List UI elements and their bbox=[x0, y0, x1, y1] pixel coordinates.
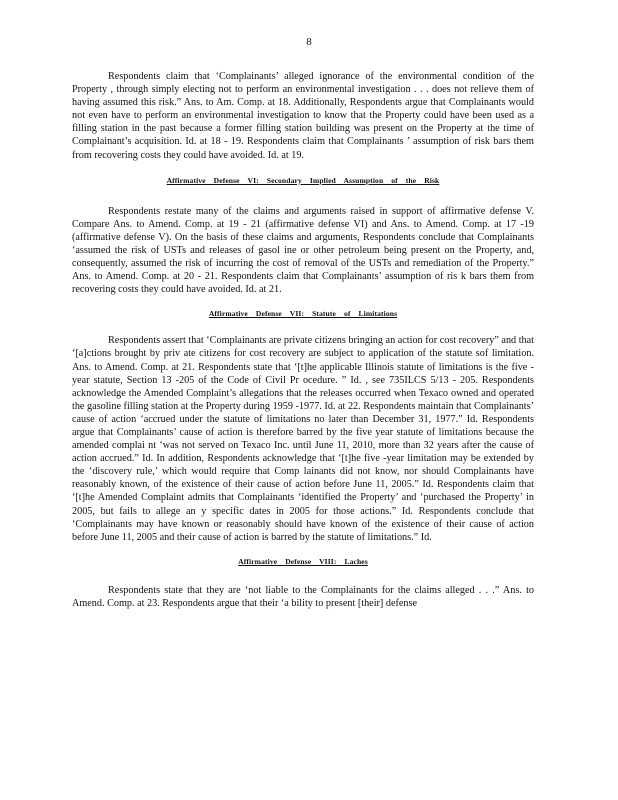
page-number: 8 bbox=[306, 36, 312, 48]
heading-text: Affirmative Defense VI: Secondary Implied Assumption of the Risk bbox=[166, 175, 440, 185]
heading-affirmative-defense-vi bbox=[72, 176, 534, 185]
paragraph-defense-vii: Respondents assert that ‘Complainants are private citizens bringing an action for cost recovery” and that ‘[a]ctions brought by priv ate citizens for cost recovery are subject to application of the statute sof limitation. Ans. to Amend. Comp. at 21. Respondents state that ‘[t]he applicable Illinois statute of limitations is the five -year statute, Section 13 -205 of the Code of Civil Pr ocedure. ” Id. , see 735ILCS 5/13 - 205. Respondents acknowledge the Amended Complaint’s allegations that the releases occurred when Texaco owned and operated the gasoline filling station at the Property during 1959 -1977. Id. at 22. Respondents maintain that Complainants’ cause of action ‘accrued under the statute of limitations no later than December 31, 1977.” Id. Respondents argue that Complainants’ cause of action is therefore barred by the five year statute of limitations because the amended complai nt ‘was not served on Texaco Inc. until June 11, 2010, more than 32 years after the cause of action accrued.” Id. In addition, Respondents acknowledge that ‘[t]he five -year limitation may be extended by the ‘discovery rule,’ which would require that Comp lainants did not know, nor should Complainants have reasonably known, of the existence of their cause of action before June 11, 2005.” Id. Respondents claim that ‘[t]he Amended Complaint admits that Complainants ‘identified the Property’ and ‘purchased the Property’ in 2005, but fails to allege an y specific dates in 2005 for those actions.” Id. Respondents conclude that ‘Complainants may have known or reasonably should have known of the existence of their cause of action before June 11, 2005 and their cause of action is barred by the statute of limitations.” Id. bbox=[72, 335, 534, 543]
heading-affirmative-defense-viii bbox=[72, 557, 534, 566]
heading-text: Affirmative Defense VIII: Laches bbox=[238, 556, 368, 566]
heading-text: Affirmative Defense VII: Statute of Limitations bbox=[208, 309, 398, 319]
paragraph-defense-viii: Respondents state that they are ‘not liable to the Complainants for the claims alleged . . .” Ans. to Amend. Comp. at 23. Respondents argue that their ‘a bility to present [their] defense bbox=[72, 584, 534, 609]
heading-affirmative-defense-vii bbox=[72, 309, 534, 318]
paragraph-defense-vi: Respondents restate many of the claims and arguments raised in support of affirmative defense V. Compare Ans. to Amend. Comp. at 19 - 21 (affirmative defense VI) and Ans. to Amend. Comp. at 17 -19 (affirmative defense V). On the basis of these claims and arguments, Respondents conclude that Complainants ‘assumed the risk of USTs and releases of gasol ine or other petroleum being present on the Property, and, consequently, assumed the risk of incurring the cost of removal of the USTs and remediation of the Property.” Ans. to Amend. Comp. at 20 - 21. Respondents claim that Complainants’ assumption of ris k bars them from recovering costs they could have avoided. Id. at 21. bbox=[72, 205, 534, 296]
paragraph-assumption-of-risk: Respondents claim that ‘Complainants’ alleged ignorance of the environmental condition of the Property , through simply electing not to perform an environmental investigation . . . does not relieve them of having assumed this risk.” Ans. to Am. Comp. at 18. Additionally, Respondents argue that Complainants would not even have to perform an environmental investigation to know that the Property could have been used as a filling station in the past because a former filling station building was present on the Property at the time of Complainant’s acquisition. Id. at 18 - 19. Respondents claim that Complainants ’ assumption of risk bars them from recovering costs they could have avoided. Id. at 19. bbox=[72, 71, 534, 161]
document-body bbox=[72, 70, 534, 610]
